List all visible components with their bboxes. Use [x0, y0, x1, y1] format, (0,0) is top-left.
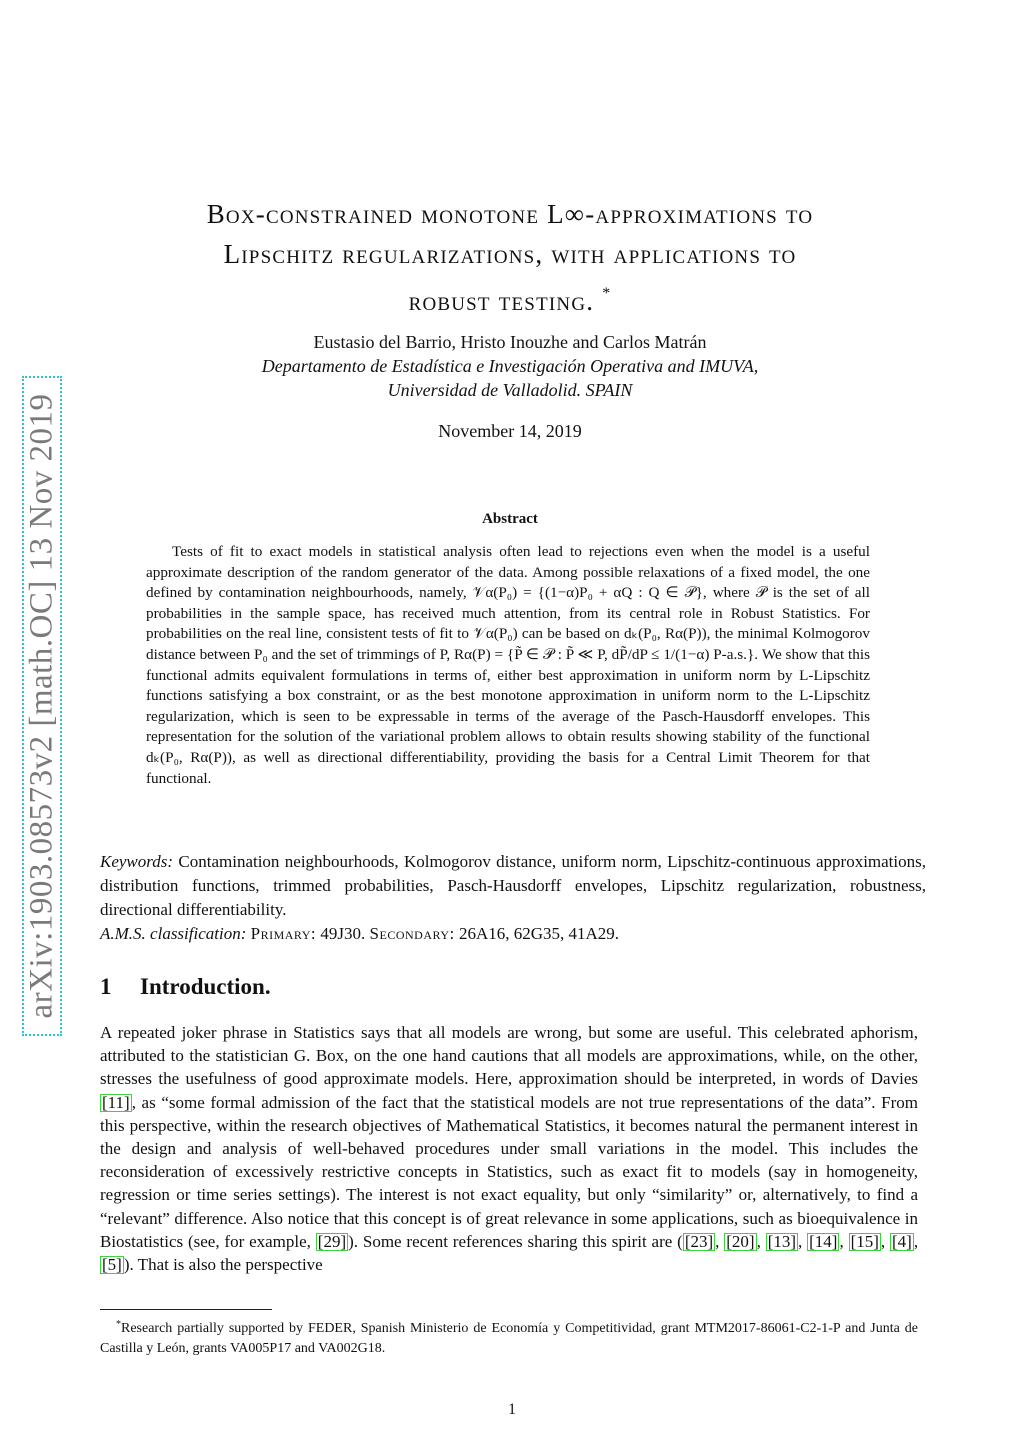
citation-separator: ,	[913, 1231, 919, 1251]
intro-text-1: A repeated joker phrase in Statistics says that all models are wrong, but some are useful. This celebrated aphorism, attributed to the statistician G. Box, on the one hand cautions that all models are approximations, while, on the other, stresses the usefulness of good approximate models. Here, approximation should be interpreted, in words of Davies	[100, 1023, 918, 1089]
citation-separator: ,	[798, 1231, 808, 1251]
page-number: 1	[508, 1401, 516, 1418]
citation-link[interactable]: [23]	[684, 1231, 714, 1251]
citation-link[interactable]: [14]	[809, 1231, 838, 1251]
intro-text-3: ). Some recent references sharing this spirit are (	[348, 1231, 683, 1251]
abstract-heading: Abstract	[482, 511, 538, 527]
title-line-2: Lipschitz regularizations, with applications to	[223, 239, 797, 269]
footnote-rule	[100, 1309, 272, 1310]
keywords-label: Keywords:	[100, 852, 174, 871]
title-line-3-text: robust testing.	[408, 286, 595, 316]
citation-link[interactable]: [5]	[102, 1255, 122, 1275]
author-names: Eustasio del Barrio, Hristo Inouzhe and Carlos Matrán	[313, 332, 707, 352]
affiliation-line-1: Departamento de Estadística e Investigación Operativa and IMUVA,	[261, 356, 759, 376]
citation-link[interactable]: [29]	[317, 1231, 347, 1251]
citation-link[interactable]: [4]	[892, 1231, 912, 1251]
citation-link[interactable]: [13]	[767, 1231, 797, 1251]
footnote-marker: *	[116, 1319, 121, 1330]
ams-secondary: 26A16, 62G35, 41A29.	[458, 924, 620, 943]
ams-primary-label: Primary:	[250, 924, 317, 943]
section-number: 1	[100, 974, 112, 999]
section-heading	[100, 974, 271, 1000]
ams-primary: 49J30.	[320, 924, 366, 943]
intro-paragraph	[100, 1021, 918, 1276]
affiliation-line-2: Universidad de Valladolid. SPAIN	[387, 380, 633, 400]
citation-separator: ,	[839, 1231, 849, 1251]
footnote-text: Research partially supported by FEDER, Spanish Ministerio de Economía y Competitividad, grant MTM2017-86061-C2-1-P and Junta de Castilla y León, grants VA005P17 and VA002G18.	[100, 1321, 918, 1356]
footnote	[100, 1315, 918, 1359]
citation-link[interactable]: [20]	[726, 1231, 755, 1251]
ams-label: A.M.S. classification:	[100, 924, 247, 943]
intro-text-4: ). That is also the perspective	[123, 1255, 323, 1275]
title-line-1: Box-constrained monotone L∞-approximations to	[206, 199, 814, 229]
title-line-3	[100, 274, 920, 321]
author-block	[100, 330, 920, 402]
intro-text-2: , as “some formal admission of the fact that the statistical models are not true representations of the data”. From this perspective, within the research objectives of Mathematical Statistics, it becomes natural the permanent interest in the design and analysis of well-behaved procedures under small variations in the model. This includes the reconsideration of excessively restrictive concepts in Statistics, such as exact fit to models (say in homogeneity, regression or time series settings). The interest is not exact equality, but only “similarity” or, alternatively, to find a “relevant” difference. Also notice that this concept is of great relevance in some applications, such as bioequivalence in Biostatistics (see, for example,	[100, 1092, 918, 1251]
arxiv-stamp	[22, 376, 62, 1036]
citation-link[interactable]: [15]	[850, 1231, 879, 1251]
keywords-text: Contamination neighbourhoods, Kolmogorov distance, uniform norm, Lipschitz-continuous approximations, distribution functions, trimmed probabilities, Pasch-Hausdorff envelopes, Lipschitz regularization, robustness, directional differentiability.	[100, 852, 926, 919]
keywords	[100, 850, 926, 922]
ams-classification	[100, 922, 926, 946]
citation-separator: ,	[880, 1231, 891, 1251]
citation-separator: ,	[715, 1231, 725, 1251]
section-title: Introduction.	[140, 974, 271, 999]
abstract-text: Tests of fit to exact models in statistical analysis often lead to rejections even when the model is a useful approximate description of the random generator of the data. Among possible relaxations of a fixed model, the one defined by contamination neighbourhoods, namely, 𝒱α(P₀) = {(1−α)P₀ + αQ : Q ∈ 𝒫}, where 𝒫 is the set of all probabilities in the sample space, has received much attention, from its central role in Robust Statistics. For probabilities on the real line, consistent tests of fit to 𝒱α(P₀) can be based on dₖ(P₀, Rα(P)), the minimal Kolmogorov distance between P₀ and the set of trimmings of P, Rα(P) = {P̃ ∈ 𝒫 : P̃ ≪ P, dP̃/dP ≤ 1/(1−α) P-a.s.}. We show that this functional admits equivalent formulations in terms of, either best approximation in uniform norm by L-Lipschitz functions satisfying a box constraint, or as the best monotone approximation in uniform norm to the L-Lipschitz regularization, which is seen to be expressable in terms of the average of the Pasch-Hausdorff envelopes. This representation for the solution of the variational problem allows to obtain results showing stability of the functional dₖ(P₀, Rα(P)), as well as directional differentiability, providing the basis for a Central Limit Theorem for that functional.	[146, 543, 870, 787]
paper-title	[100, 194, 920, 321]
publication-date: November 14, 2019	[438, 421, 582, 441]
arxiv-identifier: arXiv:1903.08573v2 [math.OC] 13 Nov 2019	[23, 393, 60, 1019]
citation-link[interactable]: [11]	[102, 1092, 130, 1112]
ams-secondary-label: Secondary:	[369, 924, 455, 943]
title-footnote-marker: *	[602, 285, 612, 302]
citation-separator: ,	[756, 1231, 766, 1251]
